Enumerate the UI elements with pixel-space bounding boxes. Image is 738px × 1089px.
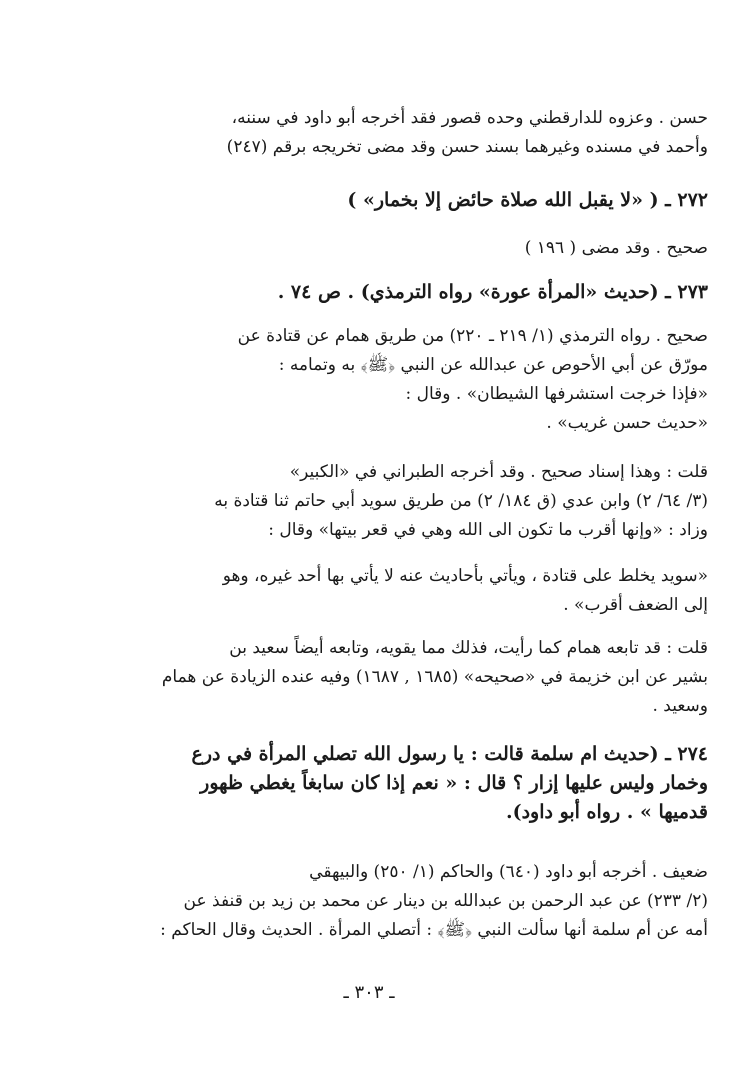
text-line: صحيح . وقد مضى ( ١٩٦ ) — [524, 238, 708, 258]
text-line: «سويد يخلط على قتادة ، ويأتي بأحاديث عنه لا يأتي بها أحد غيره، وهو — [222, 566, 708, 586]
text-line: «حديث حسن غريب» . — [546, 413, 708, 433]
text-line: وزاد : «وإنها أقرب ما تكون الى الله وهي في قعر بيتها» وقال : — [268, 520, 708, 540]
hadith-heading-274 — [128, 740, 708, 827]
text-line: ٢٧٣ ـ (حديث «المرأة عورة» رواه الترمذي) . ص ٧٤ . — [277, 281, 708, 303]
page-number: ـ ٣٠٣ ـ — [343, 982, 395, 1003]
text-line: (٢/ ٢٣٣) عن عبد الرحمن بن عبدالله بن دينار عن محمد بن زيد بن قنفذ عن — [183, 891, 708, 911]
text-line: (٣/ ٦٤/ ٢) وابن عدي (ق ١٨٤/ ٢) من طريق سويد أبي حاتم ثنا قتادة به — [214, 491, 708, 511]
text-line: مورّق عن أبي الأحوص عن عبدالله عن النبي ﴿ﷺ﴾ به وتمامه : — [278, 355, 708, 375]
text-line: قدميها » . رواه أبو داود). — [505, 801, 708, 823]
text-line: حسن . وعزوه للدارقطني وحده قصور فقد أخرجه أبو داود في سننه، — [231, 108, 708, 128]
text-line: بشير عن ابن خزيمة في «صحيحه» (١٦٨٥ , ١٦٨٧) وفيه عنده الزيادة عن همام — [161, 667, 708, 687]
text-line: ضعيف . أخرجه أبو داود (٦٤٠) والحاكم (١/ ٢٥٠) والبيهقي — [309, 862, 708, 882]
text-line: ٢٧٤ ـ (حديث ام سلمة قالت : يا رسول الله تصلي المرأة في درع — [191, 743, 708, 765]
text-line: وسعيد . — [652, 696, 708, 716]
text-line: إلى الضعف أقرب» . — [563, 595, 708, 615]
hadith-heading-273 — [128, 278, 708, 307]
text-line: «فإذا خرجت استشرفها الشيطان» . وقال : — [405, 384, 708, 404]
text-line: ٢٧٢ ـ ( «لا يقبل الله صلاة حائض إلا بخمار» ) — [347, 189, 708, 211]
commentary-paragraph — [128, 634, 708, 721]
commentary-paragraph — [128, 458, 708, 545]
hadith-heading-272 — [128, 186, 708, 215]
text-line: أمه عن أم سلمة أنها سألت النبي ﴿ﷺ﴾ : أتصلي المرأة . الحديث وقال الحاكم : — [160, 920, 708, 940]
text-line: قلت : قد تابعه همام كما رأيت، فذلك مما يقويه، وتابعه أيضاً سعيد بن — [229, 638, 708, 658]
grading-272 — [128, 234, 708, 263]
text-line: قلت : وهذا إسناد صحيح . وقد أخرجه الطبراني في «الكبير» — [289, 462, 708, 482]
text-line: وخمار وليس عليها إزار ؟ قال : « نعم إذا كان سابغاً يغطي ظهور — [200, 772, 708, 794]
text-line: وأحمد في مسنده وغيرهما بسند حسن وقد مضى تخريجه برقم (٢٤٧) — [226, 137, 708, 157]
text-line: صحيح . رواه الترمذي (١/ ٢١٩ ـ ٢٢٠) من طريق همام عن قتادة عن — [237, 326, 708, 346]
paragraph-continuation — [128, 104, 708, 162]
grading-273 — [128, 322, 708, 438]
grading-274 — [128, 858, 708, 945]
quotation-paragraph — [128, 562, 708, 620]
